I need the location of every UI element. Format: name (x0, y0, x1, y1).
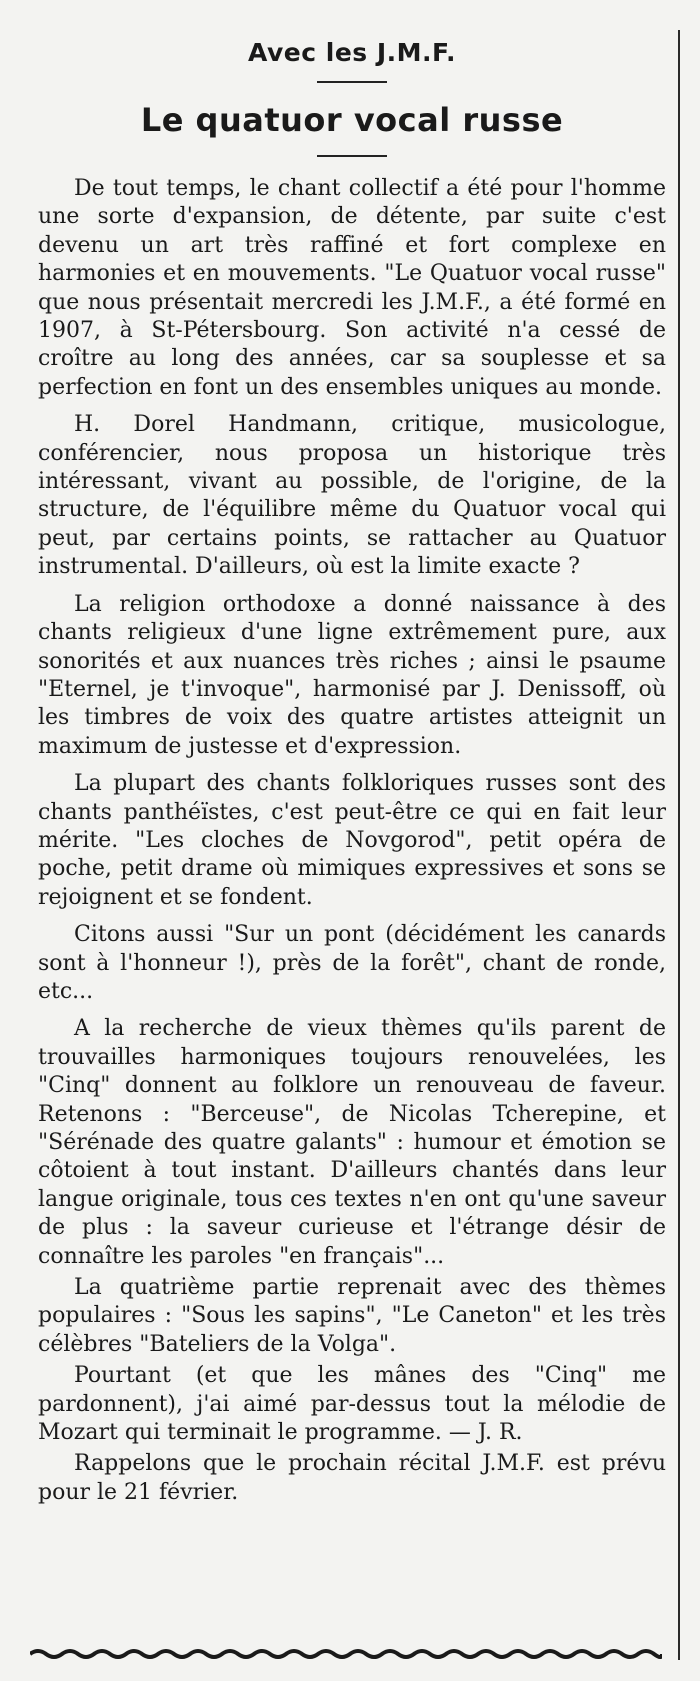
paragraph-5: Citons aussi "Sur un pont (décidément les canards sont à l'honneur !), près de la forêt", chant de ronde, etc... (38, 922, 666, 1004)
article (38, 38, 666, 1510)
paragraph-7: La quatrième partie reprenait avec des thèmes populaires : "Sous les sapins", "Le Caneton" et les très célèbres "Bateliers de la Volga". (38, 1275, 666, 1357)
paragraph-1: De tout temps, le chant collectif a été pour l'homme une sorte d'expansion, de détente, par suite c'est devenu un art très raffiné et fort complexe en harmonies et en mouvements. "Le Quatuor vocal russe" que nous présentait mercredi les J.M.F., a été formé en 1907, à St-Pétersbourg. Son activité n'a cessé de croître au long des années, car sa souplesse et sa perfection en font un des ensembles uniques au monde. (38, 176, 666, 400)
article-headline: Le quatuor vocal russe (140, 101, 564, 139)
paragraph-3: La religion orthodoxe a donné naissance à des chants religieux d'une ligne extrêmement pure, aux sonorités et aux nuances très riches ; ainsi le psaume "Eternel, je t'invoque", harmonisé par J. Denissoff, où les timbres de voix des quatre artistes atteignit un maximum de justesse et d'expression. (38, 591, 666, 759)
paragraph-8: Pourtant (et que les mânes des "Cinq" me pardonnent), j'ai aimé par-dessus tout la mélodie de Mozart qui terminait le programme. — J. R. (38, 1363, 666, 1446)
paragraph-6: A la recherche de vieux thèmes qu'ils parent de trouvailles harmoniques toujours renouvelées, les "Cinq" donnent au folklore un renouveau de faveur. Retenons : "Berceuse", de Nicolas Tcherepine, et "Sérénade des quatre galants" : humour et émotion se côtoient à tout instant. D'ailleurs chantés dans leur langue originale, tous ces textes n'en ont qu'une saveur de plus : la saveur curieuse et l'étrange désir de connaître les paroles "en français"... (38, 1016, 666, 1269)
article-kicker: Avec les J.M.F. (248, 38, 456, 67)
kicker-divider (317, 81, 387, 83)
headline-divider (317, 155, 387, 157)
article-body (38, 175, 666, 1507)
paragraph-2: H. Dorel Handmann, critique, musicologue, conférencier, nous proposa un historique très intéressant, vivant au possible, de l'origine, de la structure, de l'équilibre même du Quatuor vocal qui peut, par certains points, se rattacher au Quatuor instrumental. D'ailleurs, où est la limite exacte ? (38, 412, 666, 580)
paragraph-9: Rappelons que le prochain récital J.M.F. est prévu pour le 21 février. (38, 1451, 666, 1505)
column-rule (678, 30, 680, 1660)
wavy-divider (30, 1648, 662, 1660)
paragraph-4: La plupart des chants folkloriques russes sont des chants panthéïstes, c'est peut-être ce qui en fait leur mérite. "Les cloches de Novgorod", petit opéra de poche, petit drame où mimiques expressives et sons se rejoignent et se fondent. (38, 771, 666, 910)
